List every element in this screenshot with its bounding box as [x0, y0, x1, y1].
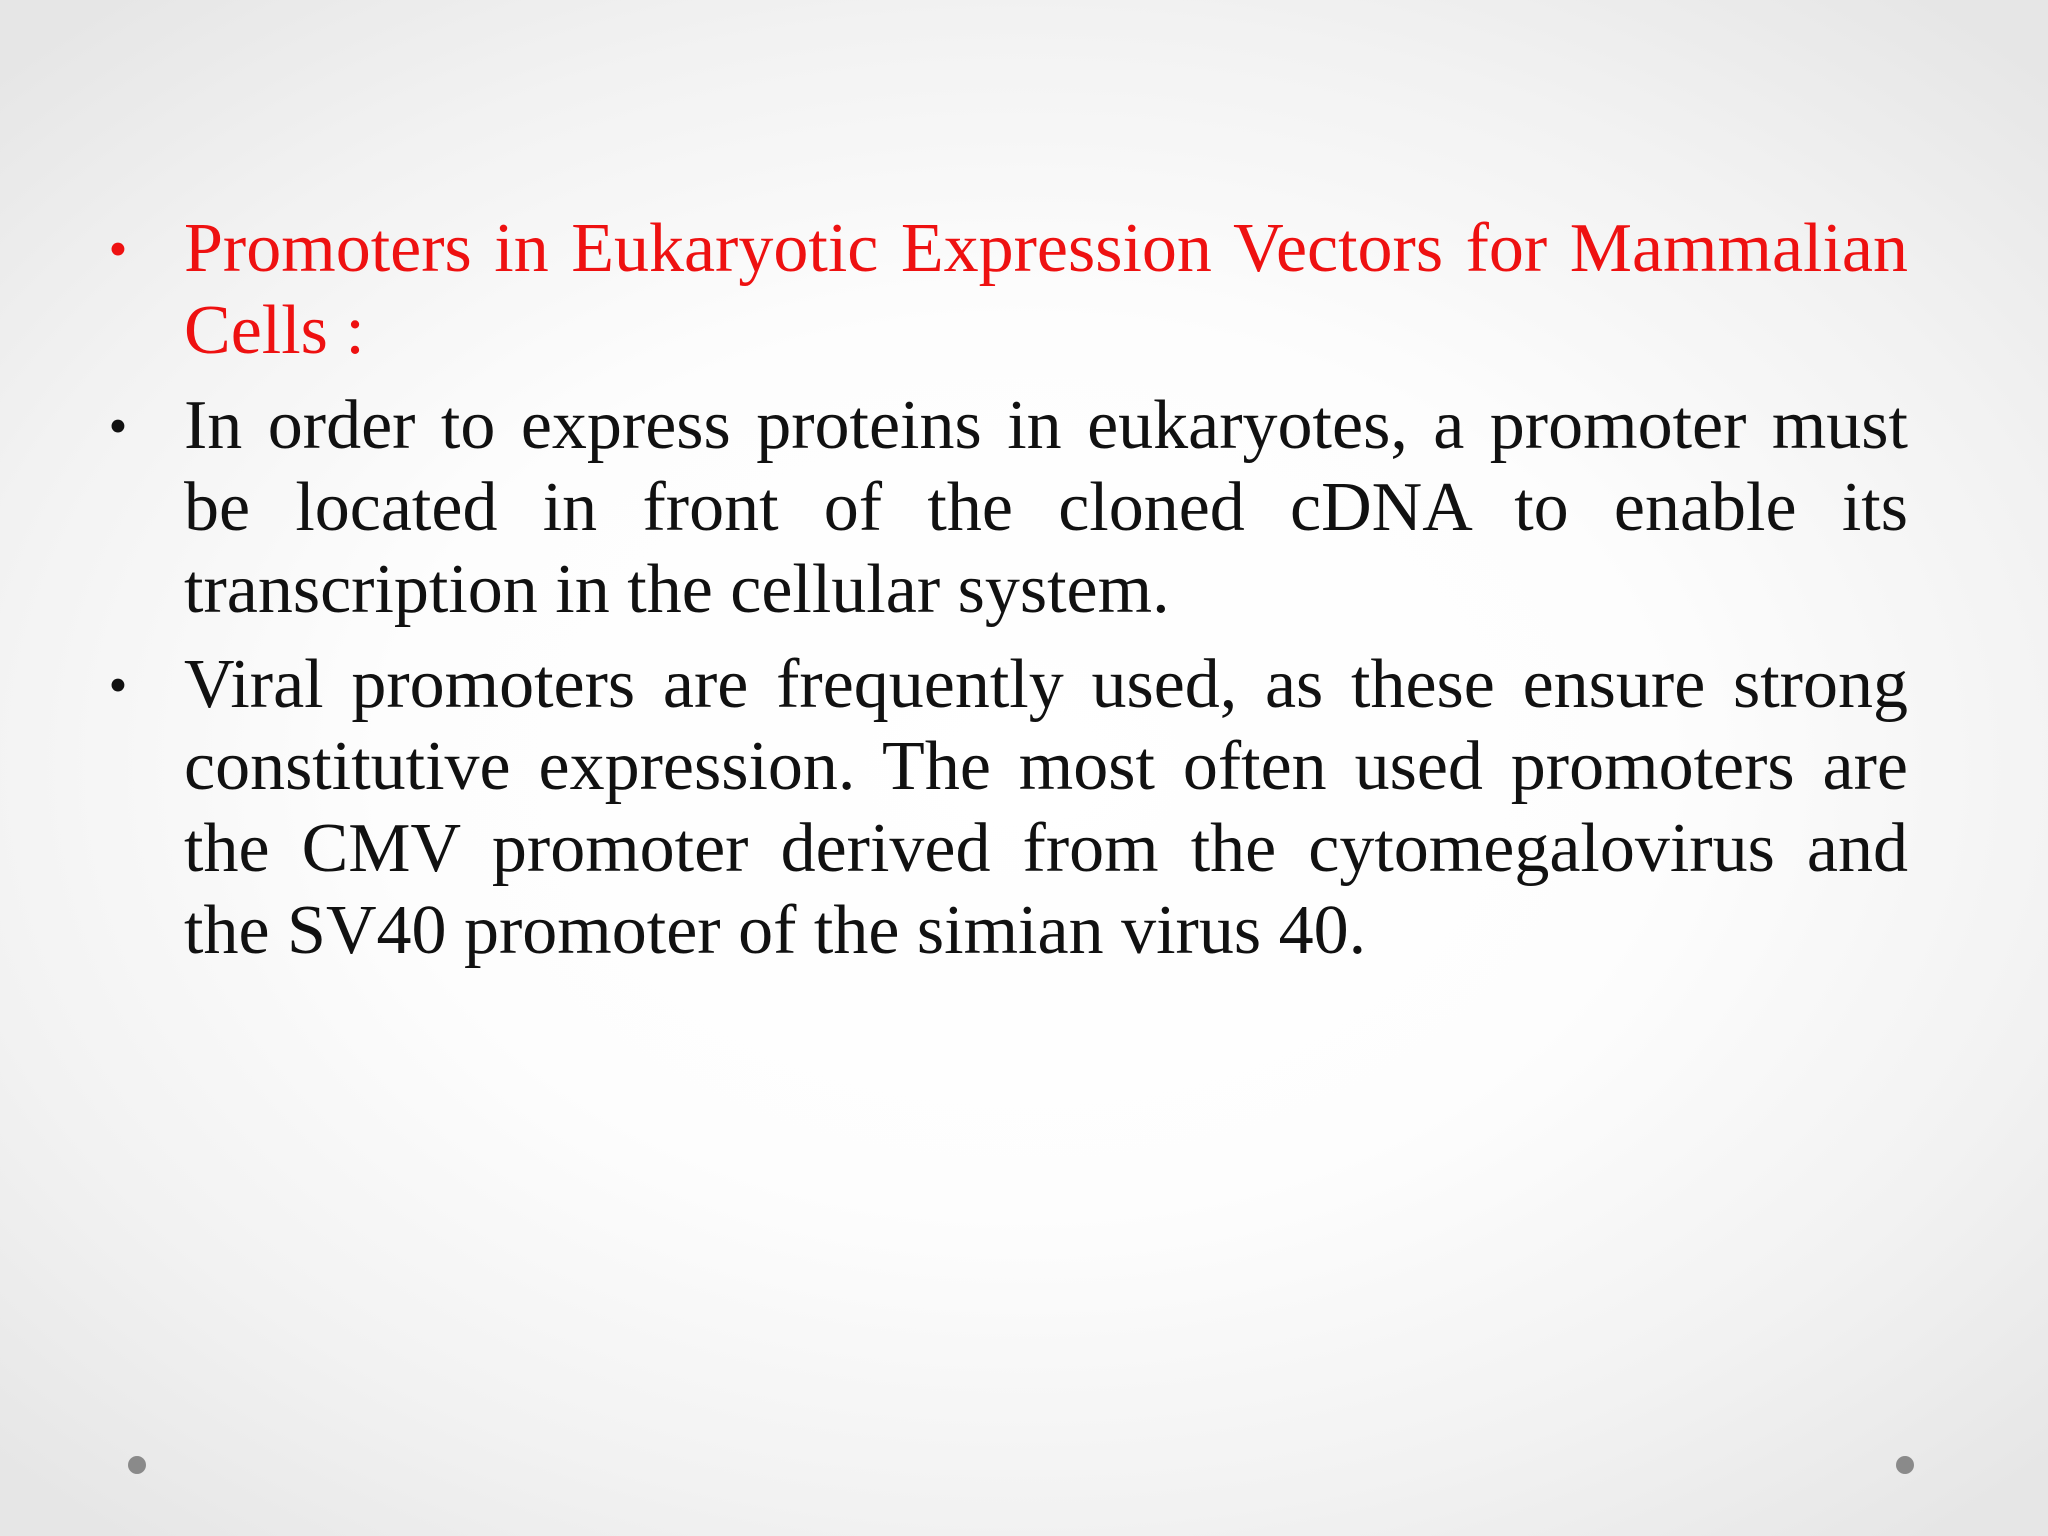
bullet-icon: •: [108, 396, 128, 456]
bullet-text: Promoters in Eukaryotic Expression Vectors for Mammalian Cells :: [184, 210, 1908, 369]
bullet-item-promoter-requirement: [100, 385, 1908, 631]
bullet-text: In order to express proteins in eukaryotes, a promoter must be located in front of the cloned cDNA to enable its transcription in the cellular system.: [184, 387, 1908, 628]
bullet-list: [100, 208, 1908, 985]
bullet-icon: •: [108, 655, 128, 715]
bullet-text: Viral promoters are frequently used, as these ensure strong constitutive expression. The most often used promoters are the CMV promoter derived from the cytomegalovirus and the SV40 promoter of the simian virus 40.: [184, 646, 1908, 969]
bullet-item-heading: [100, 208, 1908, 372]
decorative-dot-icon-right: [1896, 1456, 1914, 1474]
bullet-item-viral-promoters: [100, 644, 1908, 972]
decorative-dot-icon-left: [128, 1456, 146, 1474]
bullet-icon: •: [108, 219, 128, 279]
